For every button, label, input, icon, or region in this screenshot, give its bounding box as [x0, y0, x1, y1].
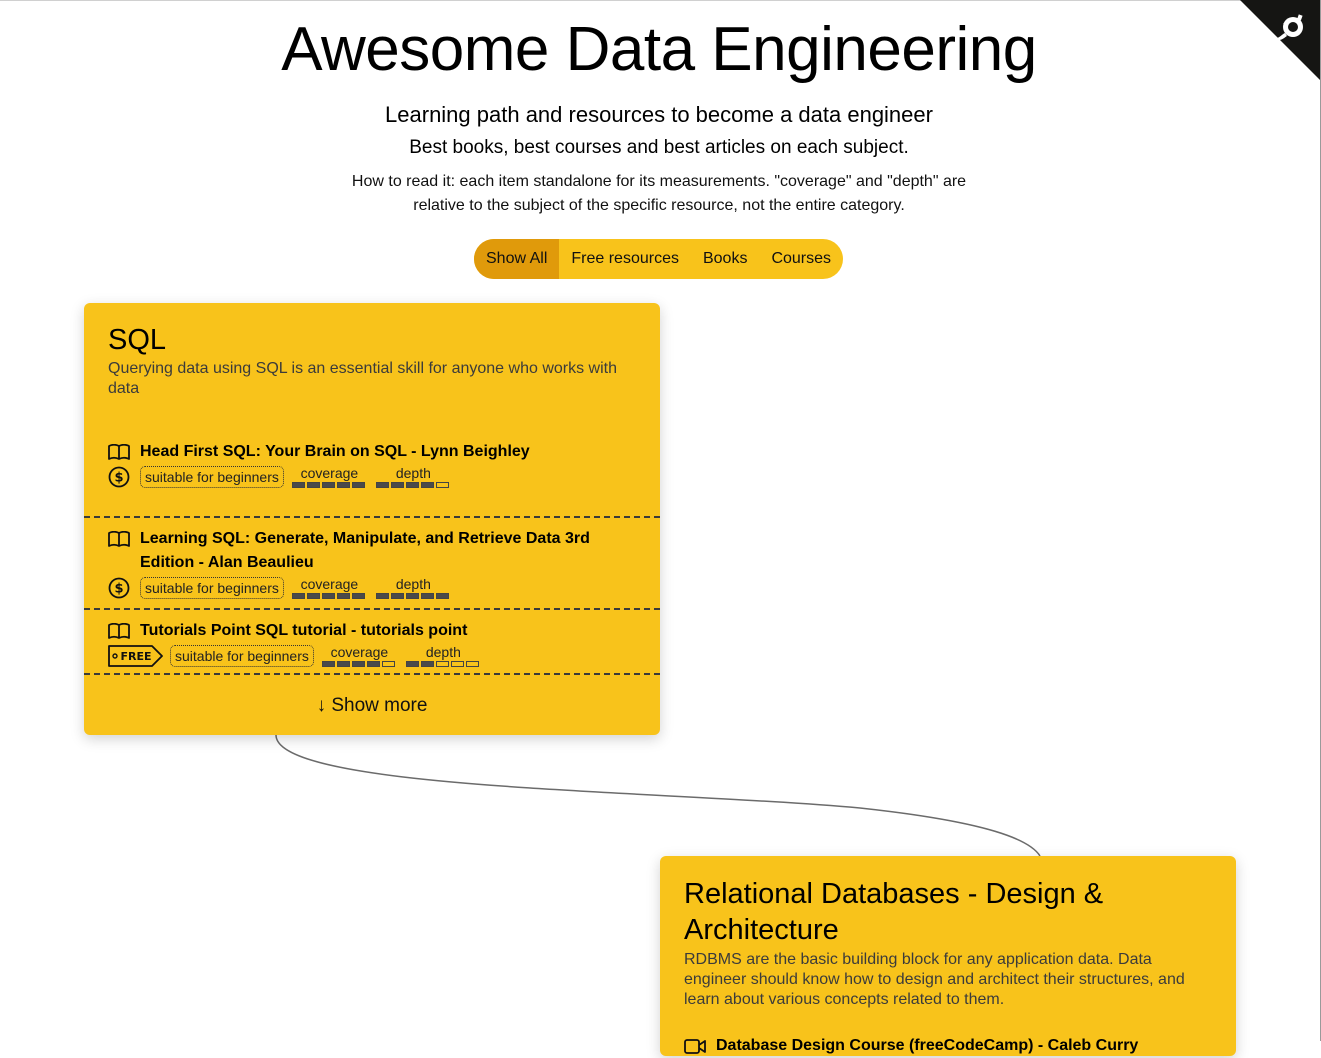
depth-gauge [376, 577, 451, 599]
beginner-badge: suitable for beginners [170, 645, 314, 667]
rating-segment [352, 593, 365, 599]
card-title: Relational Databases - Design & Architecture [684, 878, 1104, 946]
rating-segment [406, 482, 419, 488]
resource-item [660, 1010, 1236, 1058]
rating-segment [322, 482, 335, 488]
rating-segment [376, 593, 389, 599]
rating-segment [367, 661, 380, 667]
book-icon [108, 623, 130, 640]
rating-segment [337, 482, 350, 488]
page-subtitle: Learning path and resources to become a data engineer [385, 102, 933, 127]
svg-text:$: $ [114, 581, 124, 597]
rating-segment [436, 593, 449, 599]
card-description: Querying data using SQL is an essential skill for anyone who works with data [108, 360, 617, 397]
rating-segment [337, 661, 350, 667]
how-to-read-text: How to read it: each item standalone for its measurements. "coverage" and "depth" are relative to the subject of the specific resource, not the entire category. [351, 173, 967, 214]
rating-segment [466, 661, 479, 667]
rating-segment [421, 482, 434, 488]
filter-show-all[interactable]: Show All [474, 239, 559, 279]
svg-text:$: $ [114, 470, 124, 486]
resource-item [84, 413, 660, 498]
rating-segment [307, 593, 320, 599]
coverage-bars [292, 482, 367, 488]
free-tag-label: FREE [120, 650, 152, 663]
beginner-badge: suitable for beginners [140, 466, 284, 488]
coverage-bars [292, 593, 367, 599]
free-tag-icon [108, 645, 164, 667]
page-title: Awesome Data Engineering [281, 15, 1037, 84]
depth-label: depth [395, 576, 431, 592]
rating-segment [322, 593, 335, 599]
depth-bars [376, 482, 451, 488]
card-sql [84, 303, 660, 735]
rating-segment [322, 661, 335, 667]
depth-gauge [406, 645, 481, 667]
depth-label: depth [425, 644, 461, 660]
show-more-button[interactable]: ↓ Show more [84, 673, 660, 735]
beginner-badge: suitable for beginners [140, 577, 284, 599]
rating-segment [436, 661, 449, 667]
dollar-icon [108, 466, 130, 488]
dollar-icon [108, 577, 130, 599]
depth-label: depth [395, 465, 431, 481]
rating-segment [391, 593, 404, 599]
coverage-label: coverage [330, 644, 389, 660]
rating-segment [421, 661, 434, 667]
filter-books[interactable]: Books [702, 250, 748, 267]
rating-segment [406, 593, 419, 599]
rating-segment [421, 593, 434, 599]
depth-bars [376, 593, 451, 599]
rating-segment [376, 482, 389, 488]
resource-title-link[interactable]: Tutorials Point SQL tutorial - tutorials point [140, 622, 468, 639]
resource-title-link[interactable]: Database Design Course (freeCodeCamp) - Caleb Curry [716, 1037, 1139, 1054]
rating-segment [451, 661, 464, 667]
resource-item [84, 516, 660, 608]
depth-gauge [376, 466, 451, 488]
rating-segment [352, 661, 365, 667]
rating-segment [406, 661, 419, 667]
rating-segment [307, 482, 320, 488]
coverage-gauge [292, 466, 367, 488]
rating-segment [391, 482, 404, 488]
rating-segment [292, 593, 305, 599]
rating-segment [436, 482, 449, 488]
book-icon [108, 444, 130, 461]
rating-segment [337, 593, 350, 599]
filter-free-resources[interactable]: Free resources [571, 250, 679, 267]
coverage-label: coverage [300, 576, 359, 592]
book-icon [108, 531, 130, 548]
filter-courses[interactable]: Courses [771, 250, 832, 267]
card-relational-databases [660, 856, 1236, 1056]
rating-segment [352, 482, 365, 488]
coverage-gauge [292, 577, 367, 599]
depth-bars [406, 661, 481, 667]
page-subtitle-secondary: Best books, best courses and best articles on each subject. [409, 137, 909, 158]
resource-title-link[interactable]: Learning SQL: Generate, Manipulate, and Retrieve Data 3rd Edition - Alan Beaulieu [140, 530, 590, 571]
coverage-bars [322, 661, 397, 667]
coverage-gauge [322, 645, 397, 667]
coverage-label: coverage [300, 465, 359, 481]
resource-title-link[interactable]: Head First SQL: Your Brain on SQL - Lynn Beighley [140, 443, 530, 460]
card-description: RDBMS are the basic building block for any application data. Data engineer should know how to design and architect their structures, and learn about various concepts related to them. [684, 951, 1185, 1008]
rating-segment [292, 482, 305, 488]
card-title: SQL [108, 324, 167, 356]
rating-segment [382, 661, 395, 667]
